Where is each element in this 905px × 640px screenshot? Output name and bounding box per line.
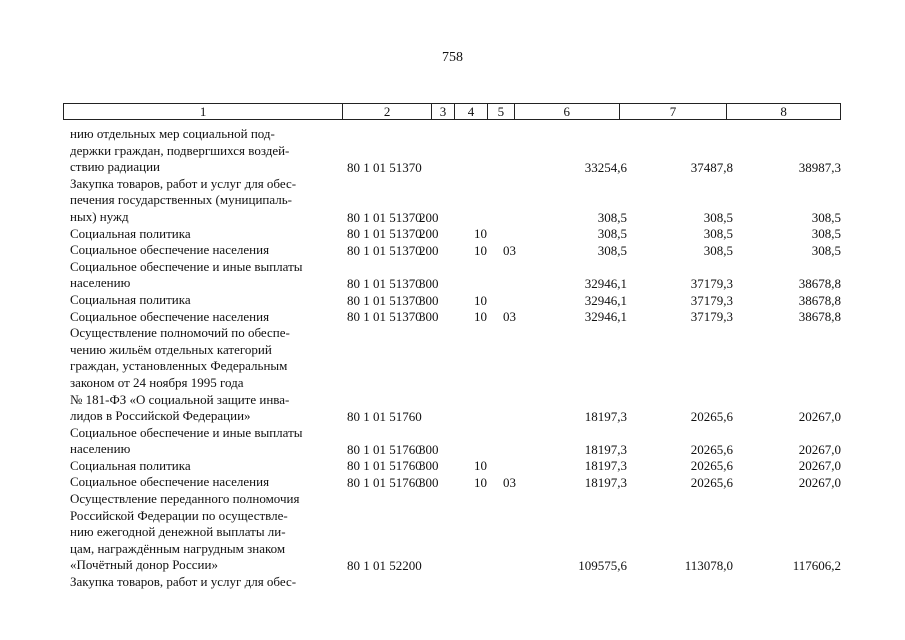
table-row bbox=[70, 425, 845, 458]
row-description bbox=[70, 292, 340, 309]
amount-col-6: 18197,3 bbox=[584, 458, 627, 474]
description-line: Социальная политика bbox=[70, 225, 191, 241]
expense-type-code: 200 bbox=[419, 226, 439, 242]
table-row bbox=[70, 292, 845, 309]
description-line: лидов в Российской Федерации» bbox=[70, 408, 251, 424]
header-col-5: 5 bbox=[488, 104, 515, 119]
table-row bbox=[70, 574, 845, 591]
amount-col-6: 109575,6 bbox=[578, 558, 627, 574]
amount-col-8: 20267,0 bbox=[798, 458, 841, 474]
row-description bbox=[70, 425, 340, 458]
section-code: 10 bbox=[474, 458, 487, 474]
amount-col-8: 20267,0 bbox=[798, 475, 841, 491]
amount-col-6: 18197,3 bbox=[584, 475, 627, 491]
row-description bbox=[70, 574, 340, 591]
budget-code: 80 1 01 51370 bbox=[347, 275, 422, 291]
amount-col-7: 37179,3 bbox=[690, 309, 733, 325]
amount-col-7: 37487,8 bbox=[690, 159, 733, 175]
subsection-code: 03 bbox=[503, 309, 516, 325]
amount-col-6: 308,5 bbox=[597, 242, 627, 258]
row-description bbox=[70, 226, 340, 243]
section-code: 10 bbox=[474, 309, 487, 325]
description-line: Социальное обеспечение и иные выплаты bbox=[70, 424, 303, 440]
expense-type-code: 300 bbox=[419, 275, 439, 291]
expense-type-code: 300 bbox=[419, 292, 439, 308]
description-line: населению bbox=[70, 275, 131, 291]
amount-col-7: 37179,3 bbox=[690, 275, 733, 291]
header-col-6: 6 bbox=[515, 104, 620, 119]
table-header bbox=[63, 103, 841, 120]
amount-col-8: 308,5 bbox=[811, 226, 841, 242]
amount-col-8: 38678,8 bbox=[798, 309, 841, 325]
amount-col-8: 308,5 bbox=[811, 242, 841, 258]
row-description bbox=[70, 491, 340, 574]
header-col-4: 4 bbox=[455, 104, 488, 119]
description-line: чению жильём отдельных категорий bbox=[70, 341, 272, 357]
header-col-2: 2 bbox=[343, 104, 432, 119]
description-line: держки граждан, подвергшихся воздей- bbox=[70, 142, 290, 158]
header-col-7: 7 bbox=[620, 104, 728, 119]
description-line: печения государственных (муниципаль- bbox=[70, 192, 293, 208]
description-line: цам, награждённым нагрудным знаком bbox=[70, 540, 286, 556]
budget-code: 80 1 01 51370 bbox=[347, 209, 422, 225]
description-line: нию отдельных мер социальной под- bbox=[70, 126, 275, 141]
description-line: граждан, установленных Федеральным bbox=[70, 358, 288, 374]
description-line: Социальная политика bbox=[70, 457, 191, 473]
amount-col-6: 18197,3 bbox=[584, 441, 627, 457]
description-line: законом от 24 ноября 1995 года bbox=[70, 374, 244, 390]
description-line: Социальное обеспечение населения bbox=[70, 242, 270, 258]
description-line: «Почётный донор России» bbox=[70, 557, 218, 573]
description-line: ных) нужд bbox=[70, 208, 129, 224]
subsection-code: 03 bbox=[503, 242, 516, 258]
header-col-1: 1 bbox=[64, 104, 343, 119]
table-row bbox=[70, 242, 845, 259]
budget-code: 80 1 01 51370 bbox=[347, 159, 422, 175]
expense-type-code: 200 bbox=[419, 242, 439, 258]
header-col-3: 3 bbox=[432, 104, 455, 119]
description-line: ствию радиации bbox=[70, 159, 160, 175]
amount-col-8: 38987,3 bbox=[798, 159, 841, 175]
amount-col-7: 20265,6 bbox=[690, 408, 733, 424]
amount-col-8: 308,5 bbox=[811, 209, 841, 225]
amount-col-6: 32946,1 bbox=[584, 292, 627, 308]
table-body bbox=[70, 126, 845, 591]
amount-col-7: 308,5 bbox=[703, 209, 733, 225]
amount-col-8: 38678,8 bbox=[798, 292, 841, 308]
table-row bbox=[70, 176, 845, 226]
section-code: 10 bbox=[474, 475, 487, 491]
table-row bbox=[70, 325, 845, 425]
section-code: 10 bbox=[474, 242, 487, 258]
description-line: Российской Федерации по осуществле- bbox=[70, 507, 288, 523]
table-row bbox=[70, 259, 845, 292]
budget-code: 80 1 01 51370 bbox=[347, 309, 422, 325]
budget-code: 80 1 01 51760 bbox=[347, 408, 422, 424]
expense-type-code: 200 bbox=[419, 209, 439, 225]
row-description bbox=[70, 474, 340, 491]
budget-code: 80 1 01 51760 bbox=[347, 441, 422, 457]
description-line: Социальное обеспечение населения bbox=[70, 474, 270, 490]
amount-col-6: 33254,6 bbox=[584, 159, 627, 175]
budget-code: 80 1 01 51370 bbox=[347, 292, 422, 308]
page-number: 758 bbox=[442, 50, 463, 65]
description-line: населению bbox=[70, 441, 131, 457]
amount-col-7: 20265,6 bbox=[690, 441, 733, 457]
amount-col-6: 32946,1 bbox=[584, 309, 627, 325]
table-row bbox=[70, 309, 845, 326]
row-description bbox=[70, 325, 340, 425]
subsection-code: 03 bbox=[503, 475, 516, 491]
budget-code: 80 1 01 51370 bbox=[347, 242, 422, 258]
description-line: Социальное обеспечение населения bbox=[70, 308, 270, 324]
table-row bbox=[70, 226, 845, 243]
row-description bbox=[70, 458, 340, 475]
amount-col-6: 18197,3 bbox=[584, 408, 627, 424]
amount-col-8: 20267,0 bbox=[798, 408, 841, 424]
expense-type-code: 300 bbox=[419, 441, 439, 457]
amount-col-8: 20267,0 bbox=[798, 441, 841, 457]
row-description bbox=[70, 259, 340, 292]
section-code: 10 bbox=[474, 292, 487, 308]
row-description bbox=[70, 309, 340, 326]
table-row bbox=[70, 474, 845, 491]
section-code: 10 bbox=[474, 226, 487, 242]
budget-code: 80 1 01 52200 bbox=[347, 558, 422, 574]
row-description bbox=[70, 242, 340, 259]
amount-col-7: 20265,6 bbox=[690, 458, 733, 474]
amount-col-8: 38678,8 bbox=[798, 275, 841, 291]
description-line: № 181-ФЗ «О социальной защите инва- bbox=[70, 391, 290, 407]
amount-col-8: 117606,2 bbox=[792, 558, 841, 574]
amount-col-7: 308,5 bbox=[703, 226, 733, 242]
amount-col-7: 308,5 bbox=[703, 242, 733, 258]
row-description bbox=[70, 126, 340, 176]
description-line: Социальная политика bbox=[70, 291, 191, 307]
amount-col-7: 37179,3 bbox=[690, 292, 733, 308]
description-line: Закупка товаров, работ и услуг для обес- bbox=[70, 175, 297, 191]
amount-col-6: 308,5 bbox=[597, 226, 627, 242]
budget-code: 80 1 01 51760 bbox=[347, 458, 422, 474]
amount-col-7: 113078,0 bbox=[684, 558, 733, 574]
expense-type-code: 300 bbox=[419, 309, 439, 325]
budget-code: 80 1 01 51760 bbox=[347, 475, 422, 491]
row-description bbox=[70, 176, 340, 226]
amount-col-6: 32946,1 bbox=[584, 275, 627, 291]
description-line: Социальное обеспечение и иные выплаты bbox=[70, 258, 303, 274]
description-line: Осуществление полномочий по обеспе- bbox=[70, 325, 290, 341]
description-line: Осуществление переданного полномочия bbox=[70, 491, 300, 507]
expense-type-code: 300 bbox=[419, 458, 439, 474]
table-row bbox=[70, 126, 845, 176]
budget-code: 80 1 01 51370 bbox=[347, 226, 422, 242]
description-line: нию ежегодной денежной выплаты ли- bbox=[70, 524, 286, 540]
amount-col-7: 20265,6 bbox=[690, 475, 733, 491]
table-row bbox=[70, 491, 845, 574]
expense-type-code: 300 bbox=[419, 475, 439, 491]
amount-col-6: 308,5 bbox=[597, 209, 627, 225]
header-col-8: 8 bbox=[780, 104, 787, 119]
description-line: Закупка товаров, работ и услуг для обес- bbox=[70, 574, 297, 590]
table-row bbox=[70, 458, 845, 475]
